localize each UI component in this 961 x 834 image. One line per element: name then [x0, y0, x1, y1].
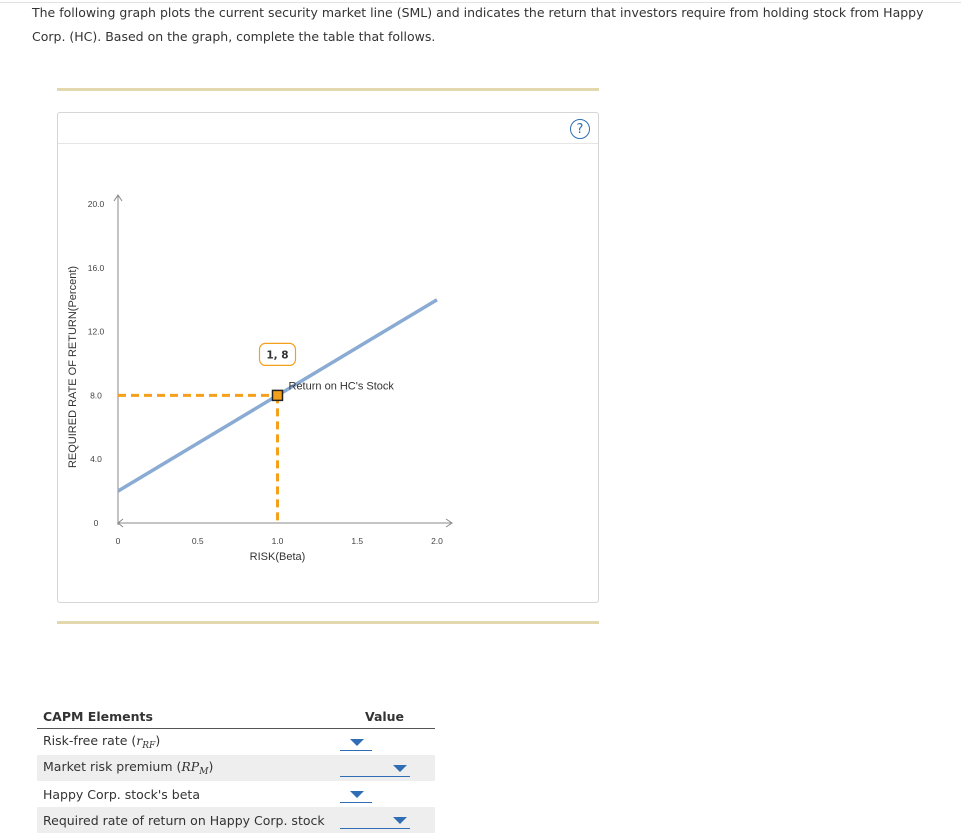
caret-down-icon[interactable] — [393, 765, 407, 772]
capm-element-label: Risk-free rate $(r_{RF})$ — [43, 733, 161, 751]
value-cell — [334, 807, 435, 833]
capm-element-text: Market risk premium — [43, 759, 173, 774]
header-capm-elements: CAPM Elements — [37, 706, 334, 729]
x-tick-label: 1.5 — [351, 536, 364, 546]
dropdown-underline — [340, 776, 410, 777]
intro-text: The following graph plots the current security market line (SML) and indicates the return that investors require from holding stock from Happy Corp. (HC). Based on the graph, complete the table that follows. — [32, 5, 924, 44]
value-cell — [334, 729, 435, 756]
x-tick-label: 2.0 — [431, 536, 443, 546]
y-tick-label: 4.0 — [90, 454, 102, 465]
capm-symbol-subscript: M — [199, 767, 209, 777]
y-axis-title: REQUIRED RATE OF RETURN(Percent) — [67, 265, 79, 469]
value-dropdown[interactable] — [340, 807, 429, 833]
point-tooltip-text: 1, 8 — [266, 349, 289, 362]
capm-symbol-subscript: RF — [142, 741, 156, 751]
capm-element-label — [37, 807, 334, 833]
x-tick-label: 1.0 — [271, 536, 284, 546]
dropdown-underline — [340, 828, 410, 829]
capm-table — [37, 706, 435, 833]
value-cell — [334, 755, 435, 781]
capm-element-text: Required rate of return on Happy Corp. stock — [43, 812, 325, 828]
table-row — [37, 781, 435, 807]
table-row — [37, 755, 435, 781]
hc-stock-point — [273, 390, 283, 400]
point-annotation: Return on HC's Stock — [288, 380, 394, 393]
header-value: Value — [334, 706, 435, 729]
value-dropdown[interactable] — [340, 729, 429, 755]
table-row — [37, 807, 435, 833]
table-row — [37, 729, 435, 756]
y-tick-label: 0 — [93, 518, 99, 528]
capm-element-label: Market risk premium $(RP_M)$ — [37, 755, 334, 781]
value-dropdown[interactable] — [340, 781, 429, 807]
x-tick-label: 0 — [115, 536, 121, 546]
dropdown-underline — [340, 802, 372, 803]
capm-element-text: Risk-free rate — [43, 733, 128, 748]
x-axis-title: RISK(Beta) — [249, 551, 306, 563]
question-circle-icon[interactable]: ? — [570, 119, 590, 139]
caret-down-icon[interactable] — [350, 739, 364, 746]
y-tick-label: 20.0 — [87, 199, 105, 209]
graph-bottom-border — [57, 621, 599, 624]
caret-down-icon[interactable] — [393, 817, 407, 824]
value-dropdown[interactable] — [340, 755, 429, 781]
x-tick-label: 0.5 — [191, 536, 204, 546]
capm-element-text: Happy Corp. stock's beta — [43, 786, 200, 802]
capm-element-label — [37, 781, 334, 807]
y-tick-label: 8.0 — [90, 390, 102, 401]
capm-symbol: $RP_M$ — [181, 759, 209, 777]
y-tick-label: 16.0 — [87, 262, 105, 273]
caret-down-icon[interactable] — [350, 791, 364, 798]
capm-symbol: $r_{RF}$ — [136, 733, 156, 751]
dropdown-underline — [340, 750, 372, 751]
value-cell — [334, 781, 435, 807]
y-tick-label: 12.0 — [87, 326, 105, 337]
